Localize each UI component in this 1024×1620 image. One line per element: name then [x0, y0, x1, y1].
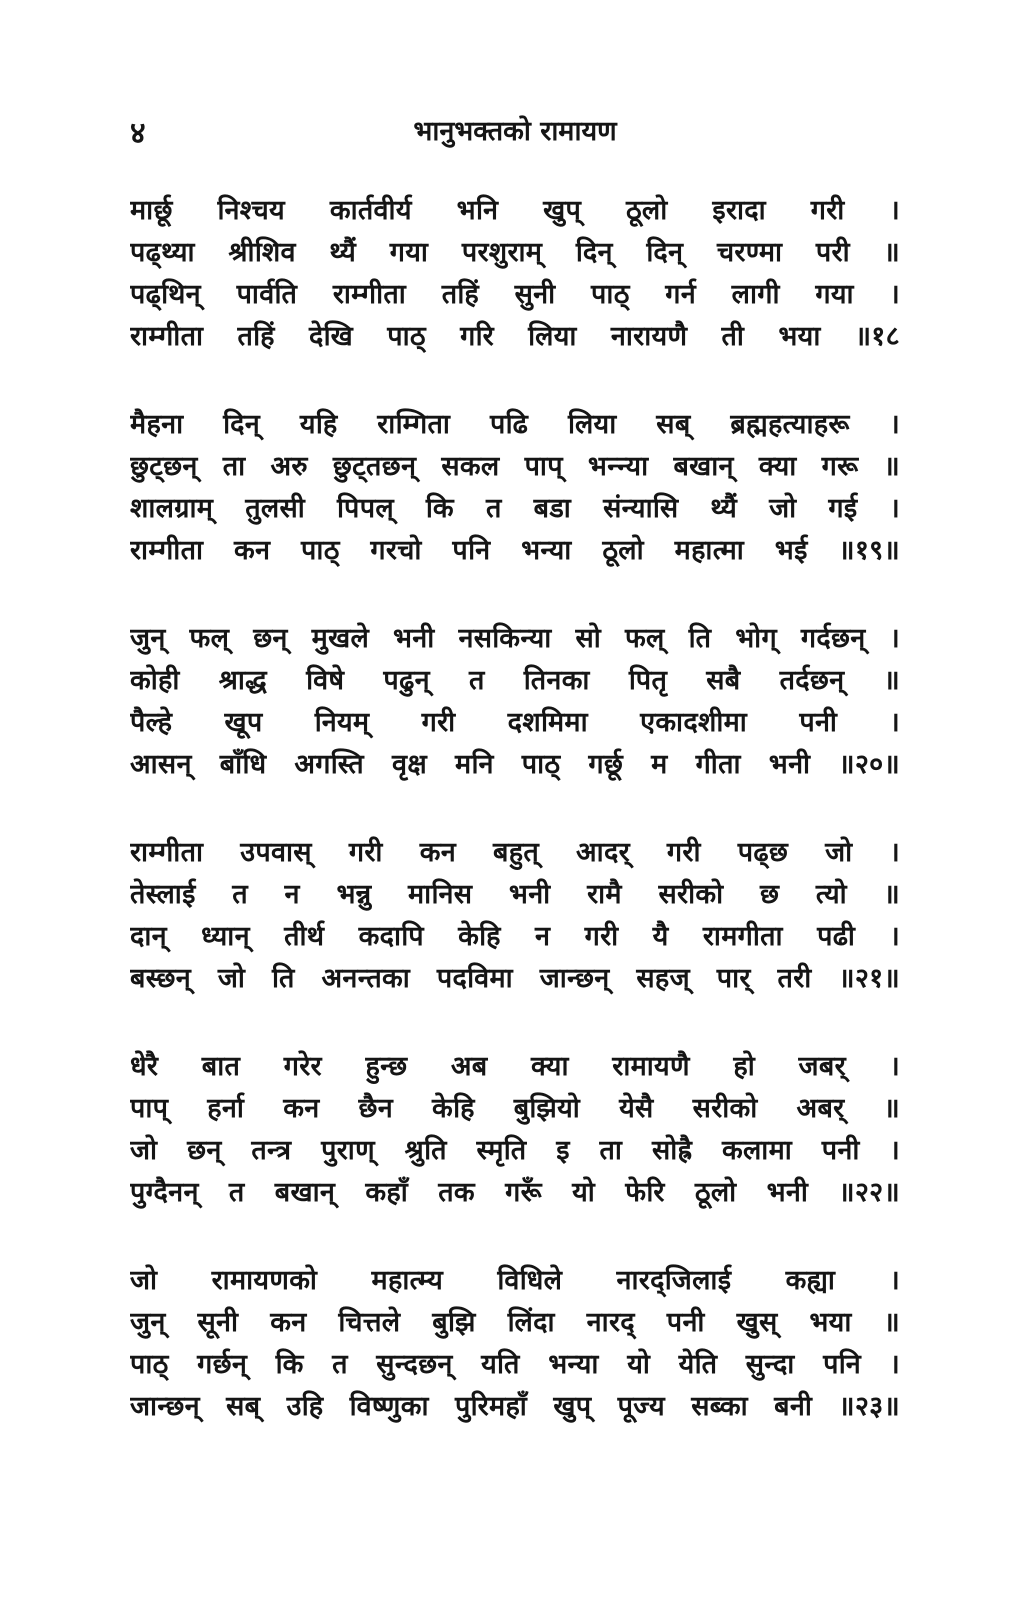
verse-line: राम्गीता कन पाठ् गरचो पनि भन्या ठूलो महात्मा भई ॥१९॥ [130, 535, 900, 566]
verse-line: जुन् फल् छन् मुखले भनी नसकिन्या सो फल् ति भोग् गर्दछन् । [130, 623, 900, 654]
verse-line: आसन् बाँधि अगस्ति वृक्ष मनि पाठ् गर्छू म गीता भनी ॥२०॥ [130, 749, 900, 780]
verse-line: दान् ध्यान् तीर्थ कदापि केहि न गरी यै रामगीता पढी । [130, 921, 900, 952]
verse-line: शालग्राम् तुलसी पिपल् कि त बडा संन्यासि थ्यैं जो गई । [130, 493, 900, 524]
stanza-21 [130, 832, 900, 1000]
stanza-22 [130, 1046, 900, 1214]
verse-line: बस्छन् जो ति अनन्तका पदविमा जान्छन् सहज् पार् तरी ॥२१॥ [130, 963, 900, 994]
verse-line: पैल्हे खूप नियम् गरी दशमिमा एकादशीमा पनी । [130, 707, 900, 738]
verse-line: जो रामायणको महात्म्य विधिले नारद्जिलाई कह्या । [130, 1265, 900, 1296]
stanza-20 [130, 618, 900, 786]
verse-line: मैहना दिन् यहि राम्गिता पढि लिया सब् ब्रह्महत्याहरू । [130, 409, 900, 440]
verse-line: पढ्थ्या श्रीशिव थ्यैं गया परशुराम् दिन् दिन् चरण्मा परी ॥ [130, 237, 900, 268]
verse-line: धेरै बात गरेर हुन्छ अब क्या रामायणै हो जबर् । [130, 1051, 900, 1082]
verse-line: जो छन् तन्त्र पुराण् श्रुति स्मृति इ ता सोह्रै कलामा पनी । [130, 1135, 900, 1166]
verse-line: पाप् हर्ना कन छैन केहि बुझियो येसै सरीको अबर् ॥ [130, 1093, 900, 1124]
verse-line: राम्गीता उपवास् गरी कन बहुत् आदर् गरी पढ्छ जो । [130, 837, 900, 868]
verse-line: पढ्थिन् पार्वति राम्गीता तहिं सुनी पाठ् गर्न लागी गया । [130, 279, 900, 310]
verse-line: मार्छू निश्चय कार्तवीर्य भनि खुप् ठूलो इरादा गरी । [130, 195, 900, 226]
verse-line: तेस्लाई त न भन्नु मानिस भनी रामै सरीको छ त्यो ॥ [130, 879, 900, 910]
page-header [130, 112, 900, 156]
stanza-19 [130, 404, 900, 572]
verse-line: पाठ् गर्छन् कि त सुन्दछन् यति भन्या यो येति सुन्दा पनि । [130, 1349, 900, 1380]
verse-body [130, 190, 900, 1474]
stanza-23 [130, 1260, 900, 1428]
verse-line: राम्गीता तहिं देखि पाठ् गरि लिया नारायणै ती भया ॥१८ [130, 321, 900, 352]
verse-line: छुट्छन् ता अरु छुट्तछन् सकल पाप् भन्न्या बखान् क्या गरू ॥ [130, 451, 900, 482]
verse-line: जान्छन् सब् उहि विष्णुका पुरिमहाँ खुप् पूज्य सब्का बनी ॥२३॥ [130, 1391, 900, 1422]
verse-line: जुन् सूनी कन चित्तले बुझि लिंदा नारद् पनी खुस् भया ॥ [130, 1307, 900, 1338]
verse-line: पुग्दैनन् त बखान् कहाँ तक गरूँ यो फेरि ठूलो भनी ॥२२॥ [130, 1177, 900, 1208]
stanza-18 [130, 190, 900, 358]
page-number: ४ [130, 116, 146, 151]
verse-line: कोही श्राद्ध विषे पढुन् त तिनका पितृ सबै तर्दछन् ॥ [130, 665, 900, 696]
running-title: भानुभक्तको रामायण [413, 116, 617, 147]
